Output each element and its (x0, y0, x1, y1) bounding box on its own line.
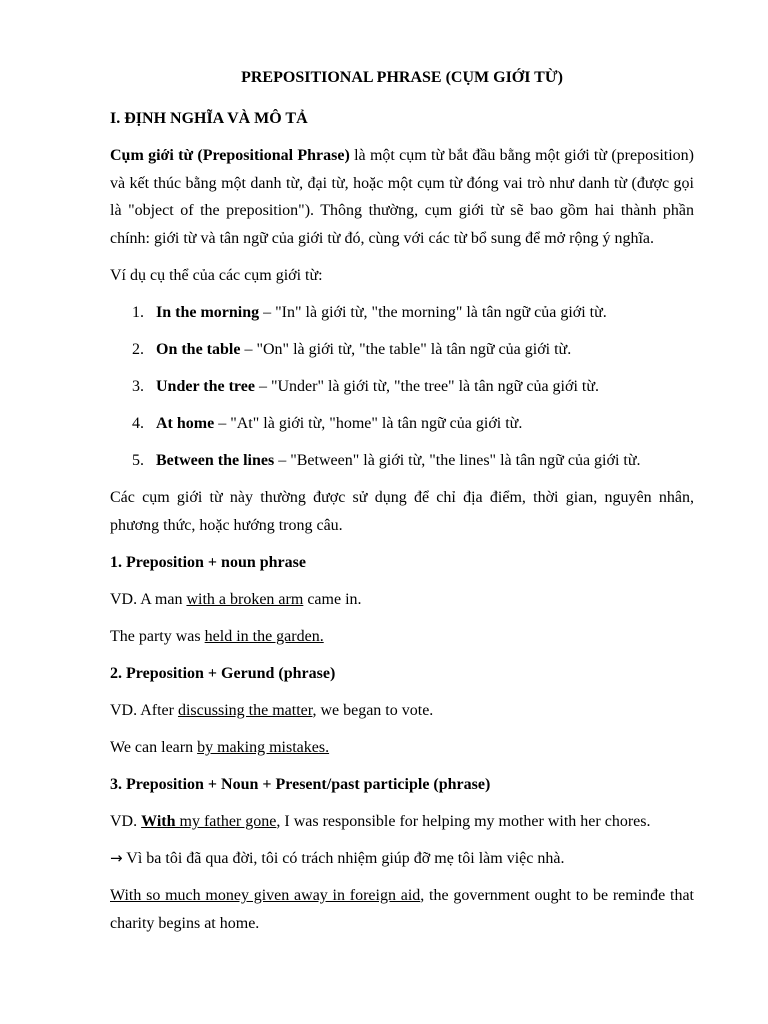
document-title: PREPOSITIONAL PHRASE (CỤM GIỚI TỪ) (241, 69, 563, 86)
example-sentence (110, 623, 694, 650)
document-page (110, 64, 694, 947)
example-sentence (110, 882, 694, 937)
list-number: 5. (132, 452, 144, 469)
example-sentence (110, 586, 694, 613)
example-sentence (110, 697, 694, 724)
section-heading-definition: I. ĐỊNH NGHĨA VÀ MÔ TẢ (110, 110, 308, 127)
examples-list (110, 299, 694, 474)
pattern-heading-noun-phrase: 1. Preposition + noun phrase (110, 554, 306, 571)
example-phrase: In the morning (156, 304, 260, 321)
definition-text: là một cụm từ bắt đầu bằng một giới từ (preposition) và kết thúc bằng một danh từ, đại từ, hoặc một cụm từ đóng vai trò như danh từ (được gọi là "object of the preposition"). Thông thường, cụm giới từ sẽ bao gồm hai thành phần chính: giới từ và tân ngữ của giới từ đó, cùng với các từ bổ sung để mở rộng ý nghĩa. (110, 147, 695, 247)
example-explanation: – "On" là giới từ, "the table" là tân ngữ của giới từ. (240, 341, 572, 358)
sentence-text: , I was responsible for helping my mother with her chores. (276, 813, 651, 830)
example-explanation: – "At" là giới từ, "home" là tân ngữ của giới từ. (214, 415, 523, 432)
sentence-text: The party was (110, 628, 205, 645)
example-phrase: On the table (156, 341, 241, 358)
list-number: 2. (132, 341, 144, 358)
sentence-text: , we began to vote. (312, 702, 434, 719)
sentence-text: , the government ought to be reminđe that charity begins at home. (110, 887, 695, 932)
list-number: 4. (132, 415, 144, 432)
list-item (110, 447, 694, 474)
arrow-right-icon: → (110, 849, 123, 867)
underlined-phrase: held in the garden. (204, 628, 324, 645)
list-item (110, 299, 694, 326)
list-item (110, 373, 694, 400)
sentence-text: VD. A man (110, 591, 187, 608)
definition-term: Cụm giới từ (Prepositional Phrase) (110, 147, 350, 164)
translation-sentence (110, 845, 694, 872)
list-number: 1. (132, 304, 144, 321)
sentence-text: came in. (303, 591, 362, 608)
phrase-text: my father gone (175, 813, 277, 830)
sentence-text: VD. After (110, 702, 178, 719)
example-explanation: – "Under" là giới từ, "the tree" là tân ngữ của giới từ. (254, 378, 600, 395)
bold-preposition: With (141, 813, 176, 830)
sentence-text: We can learn (110, 739, 198, 756)
example-phrase: At home (156, 415, 215, 432)
underlined-phrase: discussing the matter (177, 702, 313, 719)
example-sentence (110, 734, 694, 761)
list-item (110, 336, 694, 363)
example-sentence (110, 808, 694, 835)
examples-intro: Ví dụ cụ thể của các cụm giới từ: (110, 267, 323, 284)
example-phrase: Under the tree (156, 378, 255, 395)
example-explanation: – "In" là giới từ, "the morning" là tân ngữ của giới từ. (259, 304, 607, 321)
example-explanation: – "Between" là giới từ, "the lines" là tân ngữ của giới từ. (274, 452, 641, 469)
sentence-text: VD. (110, 813, 142, 830)
example-phrase: Between the lines (156, 452, 275, 469)
definition-paragraph (110, 142, 694, 252)
underlined-phrase: by making mistakes. (197, 739, 330, 756)
pattern-heading-participle: 3. Preposition + Noun + Present/past participle (phrase) (110, 776, 491, 793)
pattern-heading-gerund: 2. Preposition + Gerund (phrase) (110, 665, 336, 682)
list-number: 3. (132, 378, 144, 395)
underlined-phrase: With so much money given away in foreign aid (110, 887, 421, 904)
list-item (110, 410, 694, 437)
underlined-phrase (141, 813, 276, 830)
usage-paragraph: Các cụm giới từ này thường được sử dụng để chỉ địa điểm, thời gian, nguyên nhân, phương thức, hoặc hướng trong câu. (110, 489, 694, 534)
translation-text: Vì ba tôi đã qua đời, tôi có trách nhiệm giúp đỡ mẹ tôi làm việc nhà. (122, 850, 565, 867)
underlined-phrase: with a broken arm (186, 591, 304, 608)
